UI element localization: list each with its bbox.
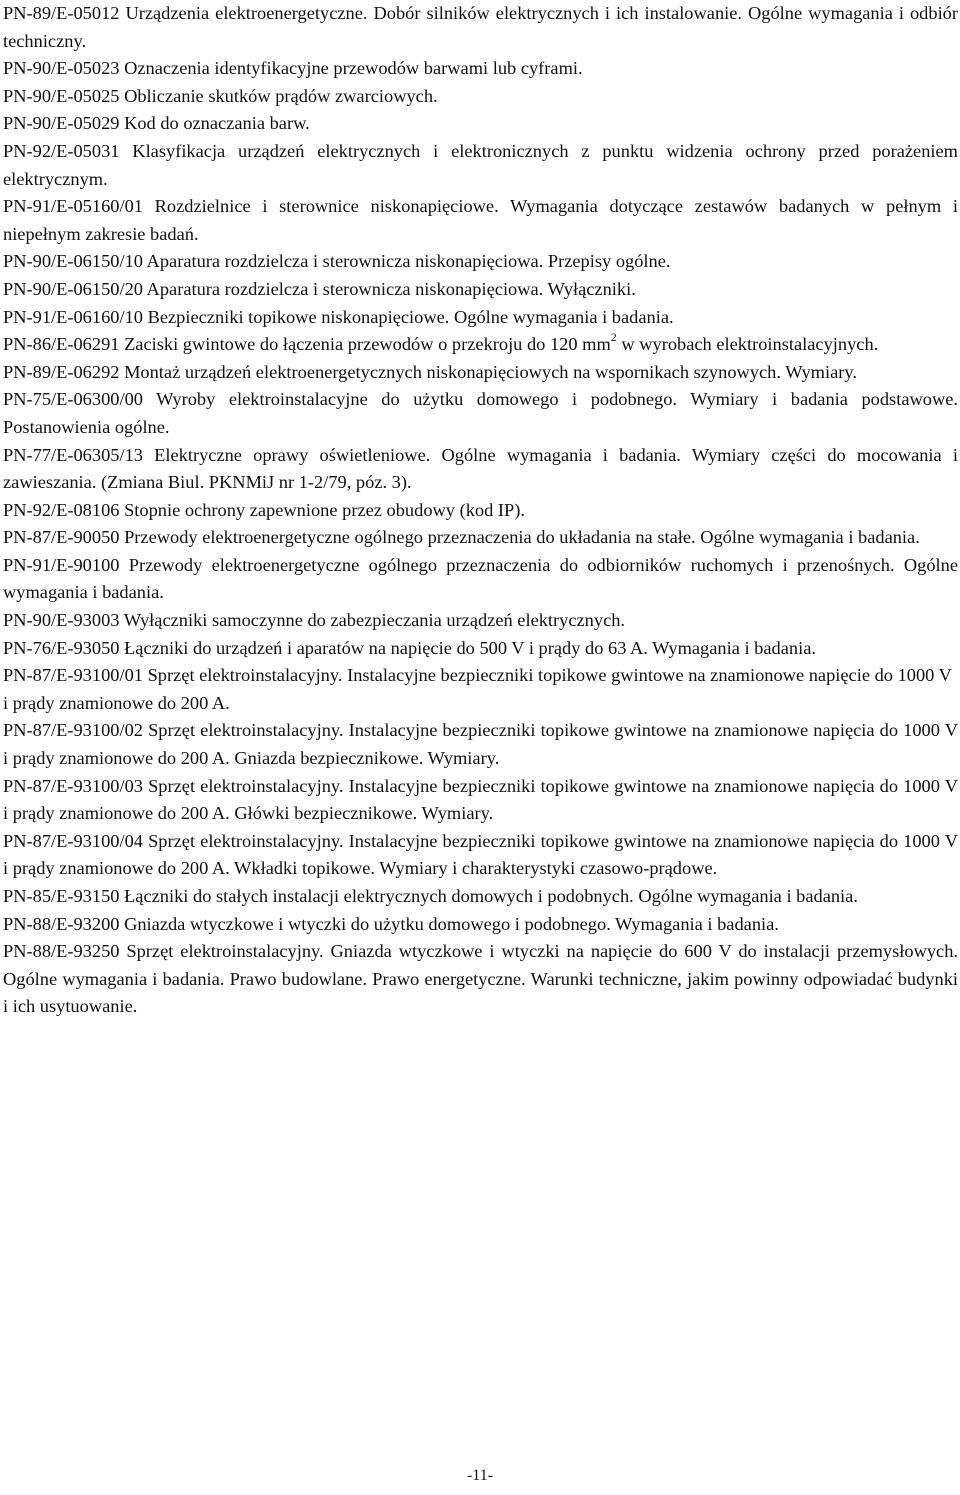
list-item: PN-87/E-93100/04 Sprzęt elektroinstalacyjny. Instalacyjne bezpieczniki topikowe gwintowe na znamionowe napięcia do 1000 V i prądy znamionowe do 200 A. Wkładki topikowe. Wymiary i charakterystyki czasowo-prądowe. bbox=[3, 830, 958, 879]
standards-list bbox=[3, 0, 958, 1021]
list-item: PN-88/E-93250 Sprzęt elektroinstalacyjny. Gniazda wtyczkowe i wtyczki na napięcie do 600 V do instalacji przemysłowych. Ogólne wymagania i badania. Prawo budowlane. Prawo energetyczne. Warunki techniczne, jakim powinny odpowiadać budynki i ich usytuowanie. bbox=[3, 941, 958, 1017]
list-item: PN-87/E-93100/03 Sprzęt elektroinstalacyjny. Instalacyjne bezpieczniki topikowe gwintowe na znamionowe napięcia do 1000 V i prądy znamionowe do 200 A. Główki bezpiecznikowe. Wymiary. bbox=[3, 775, 958, 824]
list-item: PN-90/E-06150/10 Aparatura rozdzielcza i sterownicza niskonapięciowa. Przepisy ogólne. bbox=[3, 251, 671, 272]
list-item: PN-77/E-06305/13 Elektryczne oprawy oświetleniowe. Ogólne wymagania i badania. Wymiary części do mocowania i zawieszania. (Zmiana Biul. PKNMiJ nr 1-2/79, póz. 3). bbox=[3, 444, 958, 493]
entry-text: w wyrobach elektroinstalacyjnych. bbox=[616, 334, 879, 355]
list-item: PN-87/E-90050 Przewody elektroenergetyczne ogólnego przeznaczenia do układania na stałe. Ogólne wymagania i badania. bbox=[3, 527, 920, 548]
list-item: PN-90/E-05025 Obliczanie skutków prądów zwarciowych. bbox=[3, 85, 438, 106]
list-item: PN-91/E-05160/01 Rozdzielnice i sterownice niskonapięciowe. Wymagania dotyczące zestawów badanych w pełnym i niepełnym zakresie badań. bbox=[3, 196, 958, 244]
list-item: PN-87/E-93100/01 Sprzęt elektroinstalacyjny. Instalacyjne bezpieczniki topikowe gwintowe na znamionowe napięcie do 1000 V i prądy znamionowe do 200 A. bbox=[3, 665, 952, 713]
document-page bbox=[3, 0, 958, 1021]
list-item: PN-90/E-06150/20 Aparatura rozdzielcza i sterownicza niskonapięciowa. Wyłączniki. bbox=[3, 278, 636, 299]
list-item: PN-90/E-05029 Kod do oznaczania barw. bbox=[3, 113, 310, 134]
list-item: PN-89/E-06292 Montaż urządzeń elektroenergetycznych niskonapięciowych na wspornikach szynowych. Wymiary. bbox=[3, 361, 857, 382]
list-item: PN-85/E-93150 Łączniki do stałych instalacji elektrycznych domowych i podobnych. Ogólne wymagania i badania. bbox=[3, 886, 858, 906]
list-item: PN-92/E-08106 Stopnie ochrony zapewnione przez obudowy (kod IP). bbox=[3, 499, 525, 520]
list-item: PN-87/E-93100/02 Sprzęt elektroinstalacyjny. Instalacyjne bezpieczniki topikowe gwintowe na znamionowe napięcia do 1000 V i prądy znamionowe do 200 A. Gniazda bezpiecznikowe. Wymiary. bbox=[3, 720, 958, 769]
page-number: -11- bbox=[466, 1467, 494, 1484]
list-item: PN-90/E-93003 Wyłączniki samoczynne do zabezpieczania urządzeń elektrycznych. bbox=[3, 610, 626, 631]
list-item: PN-89/E-05012 Urządzenia elektroenergetyczne. Dobór silników elektrycznych i ich instalowanie. Ogólne wymagania i odbiór techniczny. bbox=[3, 3, 958, 51]
list-item: PN-75/E-06300/00 Wyroby elektroinstalacyjne do użytku domowego i podobnego. Wymiary i badania podstawowe. Postanowienia ogólne. bbox=[3, 389, 958, 437]
list-item: PN-76/E-93050 Łączniki do urządzeń i aparatów na napięcie do 500 V i prądy do 63 A. Wymagania i badania. bbox=[3, 637, 816, 658]
entry-text: PN-86/E-06291 Zaciski gwintowe do łączenia przewodów o przekroju do 120 mm bbox=[3, 334, 611, 355]
superscript: 2 bbox=[610, 330, 617, 344]
list-item: PN-90/E-05023 Oznaczenia identyfikacyjne przewodów barwami lub cyframi. bbox=[3, 58, 583, 79]
list-item: PN-88/E-93200 Gniazda wtyczkowe i wtyczki do użytku domowego i podobnego. Wymagania i badania. bbox=[3, 913, 779, 934]
list-item: PN-91/E-06160/10 Bezpieczniki topikowe niskonapięciowe. Ogólne wymagania i badania. bbox=[3, 306, 674, 327]
list-item: PN-92/E-05031 Klasyfikacja urządzeń elektrycznych i elektronicznych z punktu widzenia ochrony przed porażeniem elektrycznym. bbox=[3, 140, 958, 189]
list-item: PN-91/E-90100 Przewody elektroenergetyczne ogólnego przeznaczenia do odbiorników ruchomych i przenośnych. Ogólne wymagania i badania. bbox=[3, 554, 958, 603]
list-item bbox=[3, 331, 958, 359]
